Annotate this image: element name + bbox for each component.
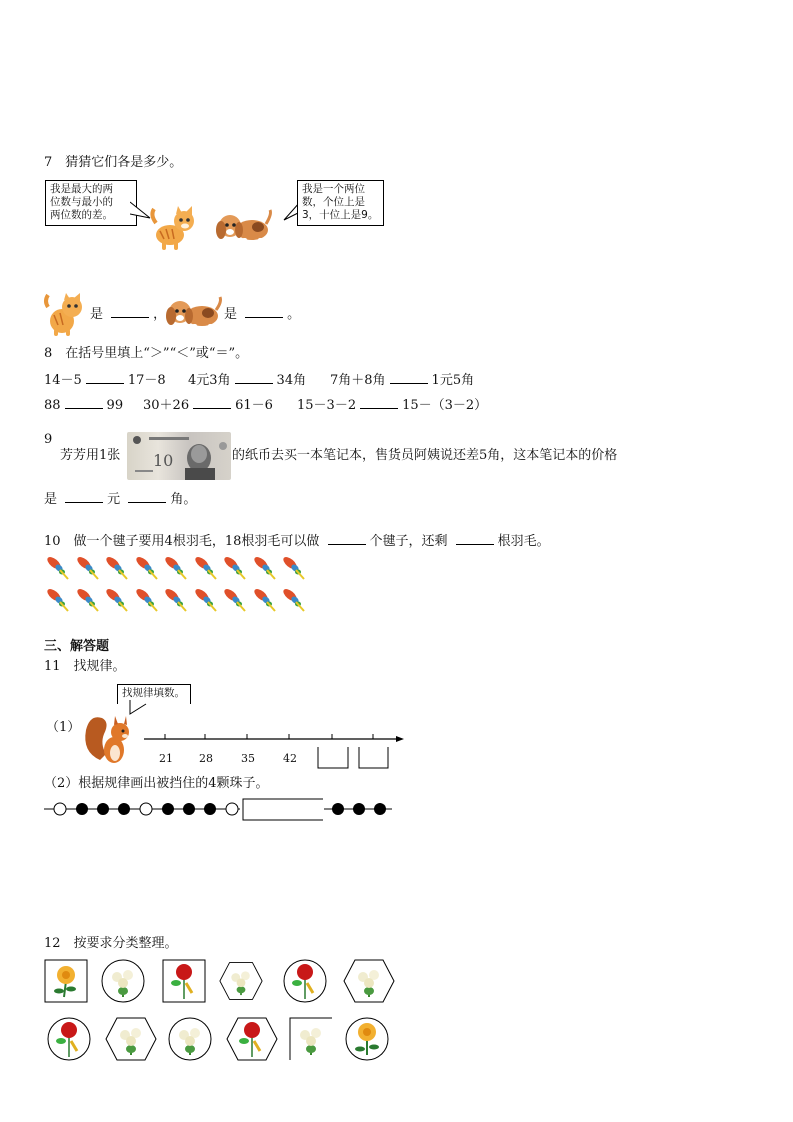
- banknote-value: 10: [153, 451, 174, 470]
- tick-label: 42: [283, 752, 297, 765]
- compare-blank[interactable]: [65, 396, 103, 409]
- compare-left: 30＋26: [143, 398, 190, 413]
- comma: ，: [153, 307, 167, 322]
- q8-row-2-item-2: [143, 396, 273, 414]
- hexagon-lily-card: [219, 959, 263, 1003]
- q8-row-2: [44, 396, 123, 414]
- circle-lily-card: [101, 959, 145, 1003]
- compare-left: 4元3角: [188, 373, 231, 388]
- hexagon-rose-card: [226, 1017, 278, 1061]
- square-sunflower-card: [44, 959, 88, 1003]
- feather-icon: [162, 554, 188, 580]
- compare-blank[interactable]: [86, 371, 124, 384]
- answer-blank-dog[interactable]: [245, 305, 283, 318]
- remaining-feathers-blank[interactable]: [456, 532, 494, 545]
- dog-icon: [212, 208, 274, 248]
- jiao-blank[interactable]: [128, 490, 166, 503]
- bubble-line: 3，十位上是9。: [302, 209, 379, 221]
- feather-icon: [221, 554, 247, 580]
- q8-row-1-item-2: [188, 371, 306, 389]
- cat-icon: [42, 293, 90, 337]
- q8-row-1-item-3: [330, 371, 474, 389]
- hexagon-lily-card: [343, 959, 395, 1003]
- bubble-line: 我是最大的两: [50, 183, 113, 195]
- feather-icon: [251, 586, 277, 612]
- compare-right: 1元5角: [431, 373, 475, 388]
- feather-icon: [44, 586, 70, 612]
- tick-label: 35: [241, 752, 255, 765]
- q9-text-before: 芳芳用1张: [60, 448, 121, 463]
- feather-icon: [280, 586, 306, 612]
- feather-icon: [162, 586, 188, 612]
- q8-title: 8 在括号里填上“＞”“＜”或“＝”。: [44, 346, 249, 361]
- feather-icon: [221, 586, 247, 612]
- feather-icon: [133, 586, 159, 612]
- q10-text-part2: 个毽子，还剩: [369, 534, 448, 549]
- bubble-line: 两位数的差。: [50, 209, 113, 221]
- circle-sunflower-card: [345, 1017, 389, 1061]
- feather-icon: [192, 554, 218, 580]
- q7-answer-row: [90, 305, 166, 323]
- compare-blank[interactable]: [193, 396, 231, 409]
- number-line-answer-box-1[interactable]: [318, 747, 349, 768]
- feather-icon: [74, 554, 100, 580]
- tick-label: 21: [159, 752, 173, 765]
- yuan-blank[interactable]: [65, 490, 103, 503]
- q10-text: [44, 532, 550, 550]
- bubble-line: 数，个位上是: [302, 196, 365, 208]
- feather-icon: [192, 586, 218, 612]
- circle-rose-card: [47, 1017, 91, 1061]
- jiao-unit: 角。: [170, 492, 197, 507]
- q8-row-2-item-3: [297, 396, 487, 414]
- hidden-beads-box[interactable]: [243, 799, 323, 821]
- dog-icon: [162, 296, 226, 334]
- q9-text-after: 的纸币去买一本笔记本，售货员阿姨说还差5角，这本笔记本的价格: [232, 448, 618, 463]
- tick-label: 28: [199, 752, 213, 765]
- compare-left: 14－5: [44, 373, 82, 388]
- bead-string: [44, 798, 394, 822]
- cat-speech-bubble: [45, 180, 137, 226]
- q8-row-1: [44, 371, 166, 389]
- q10-text-part1: 10 做一个毽子要用4根羽毛，18根羽毛可以做: [44, 534, 320, 549]
- compare-blank[interactable]: [235, 371, 273, 384]
- feather-icon: [74, 586, 100, 612]
- compare-right: 34角: [276, 373, 307, 388]
- q11-title: 11 找规律。: [44, 659, 126, 674]
- shuttlecock-count-blank[interactable]: [328, 532, 366, 545]
- bubble-text: 找规律填数。: [122, 687, 185, 699]
- is-label: 是: [44, 492, 58, 507]
- hexagon-lily-card: [105, 1017, 157, 1061]
- compare-right: 99: [106, 398, 124, 413]
- feather-icon: [133, 554, 159, 580]
- bubble-line: 我是一个两位: [302, 183, 365, 195]
- circle-lily-card: [168, 1017, 212, 1061]
- q11-part2-label: （2）根据规律画出被挡住的4颗珠子。: [44, 776, 269, 791]
- compare-left: 7角＋8角: [330, 373, 386, 388]
- feather-icon: [251, 554, 277, 580]
- bubble-line: 位数与最小的: [50, 196, 113, 208]
- compare-left: 88: [44, 398, 61, 413]
- section-heading: 三、解答题: [44, 639, 110, 654]
- q7-title: 7 猜猜它们各是多少。: [44, 155, 183, 170]
- q10-text-part3: 根羽毛。: [497, 534, 550, 549]
- feather-grid: [44, 554, 310, 612]
- partial-square-lily-card: [289, 1017, 333, 1061]
- answer-blank-cat[interactable]: [111, 305, 149, 318]
- q11-part1-label: （1）: [46, 720, 81, 735]
- compare-right: 15－（3－2）: [402, 398, 488, 413]
- q9-answer-row: [44, 490, 196, 508]
- squirrel-icon: [82, 710, 132, 766]
- square-rose-card: [162, 959, 206, 1003]
- q7-answer-row-2: [224, 305, 300, 323]
- is-label: 是: [224, 307, 238, 322]
- number-line-answer-box-2[interactable]: [359, 747, 389, 768]
- feather-icon: [44, 554, 70, 580]
- banknote-10-yuan-icon: [127, 432, 231, 480]
- feather-icon: [280, 554, 306, 580]
- period: 。: [287, 307, 301, 322]
- compare-left: 15－3－2: [297, 398, 357, 413]
- compare-right: 61－6: [235, 398, 273, 413]
- yuan-unit: 元: [107, 492, 121, 507]
- compare-blank[interactable]: [360, 396, 398, 409]
- q9-number: 9: [44, 432, 53, 447]
- is-label: 是: [90, 307, 104, 322]
- circle-rose-card: [283, 959, 327, 1003]
- compare-blank[interactable]: [390, 371, 428, 384]
- feather-icon: [103, 586, 129, 612]
- feather-icon: [103, 554, 129, 580]
- q12-title: 12 按要求分类整理。: [44, 936, 178, 951]
- dog-speech-bubble: [297, 180, 384, 226]
- compare-right: 17－8: [127, 373, 166, 388]
- cat-icon: [148, 205, 198, 251]
